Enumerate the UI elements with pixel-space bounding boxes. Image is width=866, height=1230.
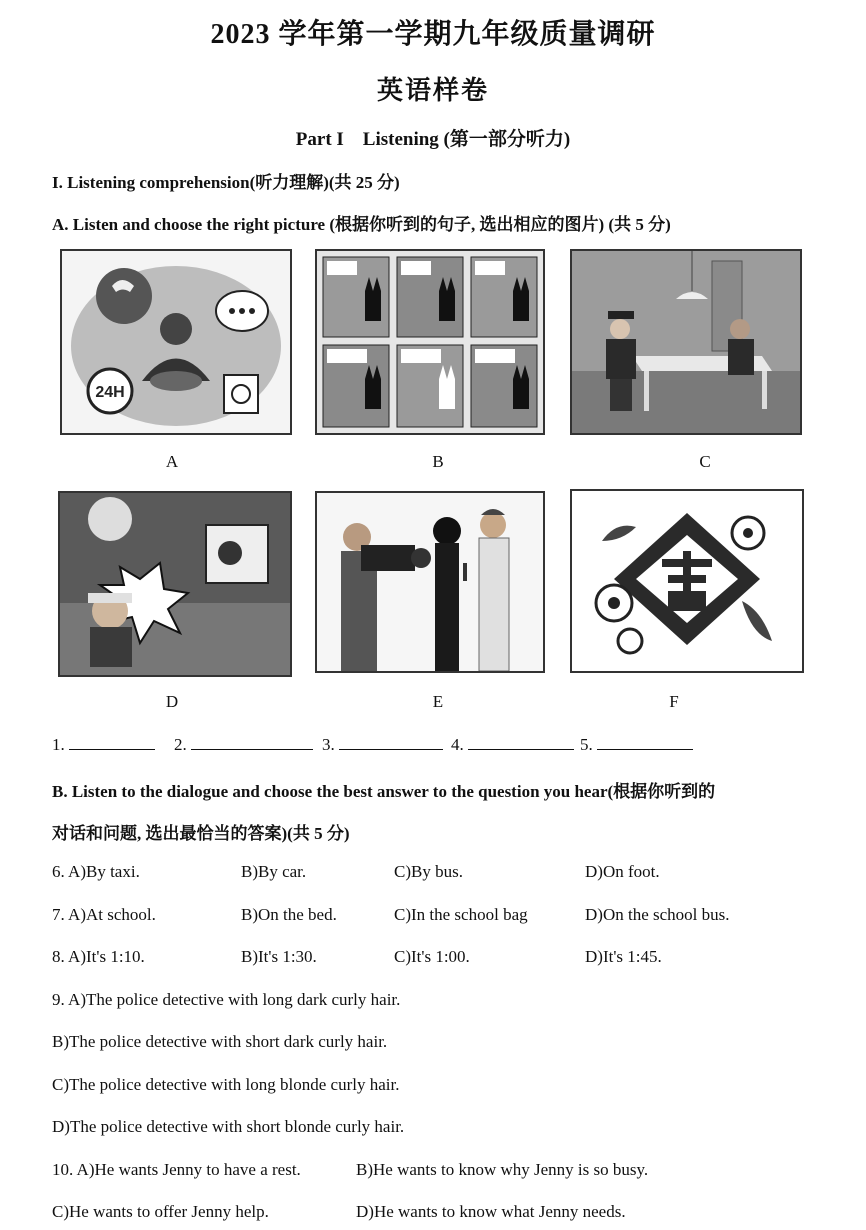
q9-option-a: 9. A)The police detective with long dark curly hair. [52, 990, 401, 1009]
q10-option-b: B)He wants to know why Jenny is so busy. [356, 1160, 649, 1179]
q10-option-d: D)He wants to know what Jenny needs. [356, 1202, 626, 1221]
picture-b [315, 249, 545, 435]
q7-option-c: C)In the school bag [394, 905, 528, 924]
q9-option-b: B)The police detective with short dark curly hair. [52, 1032, 388, 1051]
q6-option-d: D)On foot. [585, 862, 660, 881]
q7-option-b: B)On the bed. [241, 905, 337, 924]
q8-option-c: C)It's 1:00. [394, 947, 470, 966]
answer-blank-3[interactable] [339, 735, 443, 750]
section-b-heading-line2: 对话和问题, 选出最恰当的答案)(共 5 分) [52, 824, 350, 843]
q10-option-a: 10. A)He wants Jenny to have a rest. [52, 1160, 301, 1179]
paper-cut-spring-icon [572, 491, 802, 671]
exam-title: 2023 学年第一学期九年级质量调研 [210, 19, 656, 50]
answer-line-2 [174, 735, 313, 755]
answer-blank-1[interactable] [69, 735, 155, 750]
blank-number: 5. [580, 735, 593, 754]
picture-label: B [432, 452, 444, 471]
q8-option-d: D)It's 1:45. [585, 947, 662, 966]
picture-label: D [165, 692, 179, 711]
picture-e [315, 491, 545, 673]
answer-blank-4[interactable] [468, 735, 574, 750]
section-b-heading-line1: B. Listen to the dialogue and choose the best answer to the question you hear(根据你听到的 [52, 782, 716, 801]
answer-blank-2[interactable] [191, 735, 313, 750]
picture-d [58, 491, 292, 677]
q8-option-b: B)It's 1:30. [241, 947, 317, 966]
exam-subtitle: 英语样卷 [376, 76, 489, 105]
tv-interview-icon [317, 493, 543, 671]
blank-number: 2. [174, 735, 187, 754]
answer-line-3 [322, 735, 443, 755]
picture-a [60, 249, 292, 435]
q6-option-a: 6. A)By taxi. [52, 862, 140, 881]
comic-strip-icon [317, 251, 543, 433]
part-heading: Part I Listening (第一部分听力) [295, 129, 571, 150]
picture-label: E [432, 692, 444, 711]
q6-option-c: C)By bus. [394, 862, 463, 881]
q9-option-c: C)The police detective with long blonde curly hair. [52, 1075, 400, 1094]
q7-option-d: D)On the school bus. [585, 905, 730, 924]
picture-label: A [165, 452, 179, 471]
police-interrogation-room-icon [572, 251, 800, 433]
answer-line-5 [580, 735, 693, 755]
picture-label: C [699, 452, 711, 471]
noisy-neighbor-icon [60, 493, 290, 675]
answer-line-1-5 [52, 735, 155, 755]
q8-option-a: 8. A)It's 1:10. [52, 947, 145, 966]
customer-service-24h-icon [62, 251, 290, 433]
q6-option-b: B)By car. [241, 862, 307, 881]
picture-f [570, 489, 804, 673]
picture-c [570, 249, 802, 435]
q7-option-a: 7. A)At school. [52, 905, 156, 924]
blank-number: 3. [322, 735, 335, 754]
section-a-heading: A. Listen and choose the right picture (根据你听到的句子, 选出相应的图片) (共 5 分) [52, 215, 671, 234]
blank-number: 4. [451, 735, 464, 754]
picture-label: F [669, 692, 679, 711]
blank-number: 1. [52, 735, 65, 754]
answer-line-4 [451, 735, 574, 755]
svg-text:24H: 24H [95, 384, 125, 401]
section-i-heading: I. Listening comprehension(听力理解)(共 25 分) [52, 173, 400, 192]
q9-option-d: D)The police detective with short blonde curly hair. [52, 1117, 405, 1136]
answer-blank-5[interactable] [597, 735, 693, 750]
q10-option-c: C)He wants to offer Jenny help. [52, 1202, 269, 1221]
